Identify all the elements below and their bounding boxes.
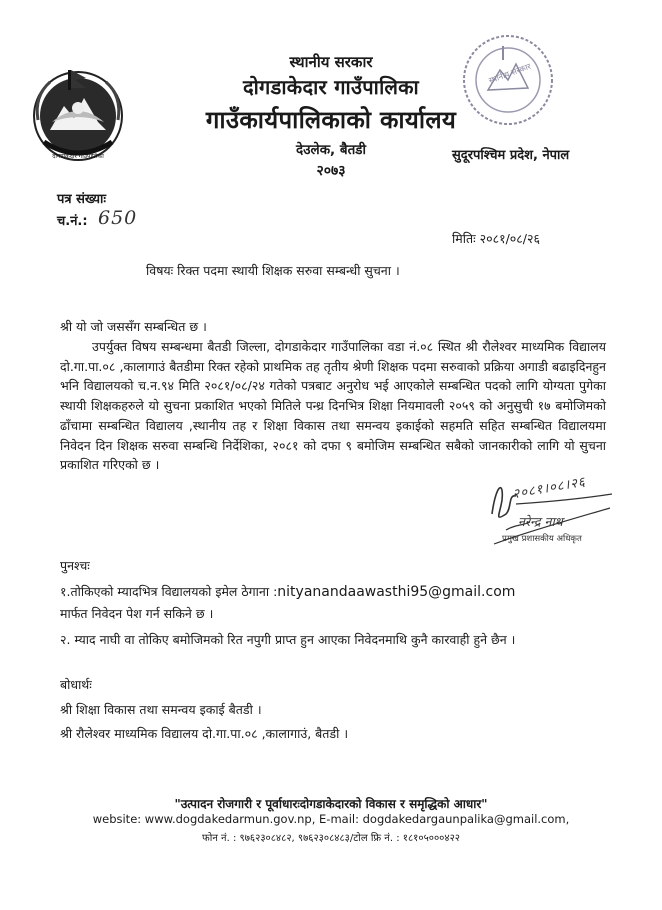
letter-body: उपर्युक्त विषय सम्बन्धमा बैतडी जिल्ला, दोगडाकेदार गाउँपालिका वडा नं.०८ स्थित श्री रौलेश्वर माध्यमिक विद्यालय दो.गा.पा.०८ ,कालागाउं बैतडीमा रिक्त रहेको प्राथमिक तह तृतीय श्रेणी शिक्षक पदमा सरुवाको प्रक्रिया अगाडी बढाइदिनहुन भनि विद्यालयको च.न.९४ मिति २०८१/०८/२४ गतेको पत्रबाट अनुरोध भई आएकोले सम्बन्धित पदको लागि योग्यता पुगेका स्थायी शिक्षकहरुले यो सुचना प्रकाशित भएको मितिले पन्ध्र दिनभित्र शिक्षा नियमावली २०५९ को अनुसुची १७ बमोजिमको ढाँचामा सम्बन्धित विद्यालय ,स्थानीय तह र शिक्षा विकास तथा समन्वय इकाईको सहमति सहित सम्बन्धित विद्यालयमा निवेदन दिन शिक्षक सरुवा सम्बन्धि निर्देशिका, २०८१ को दफा ९ बमोजिम सम्बन्धित सबैको जानकारीको लागि यो सुचना प्रकाशित गरिएको छ । (60, 339, 606, 473)
signatory-name: नरेन्द्र नाथ (518, 514, 563, 529)
signatory-title: प्रमुख प्रशासकीय अधिकृत (502, 534, 582, 544)
postscript-note-1 (60, 581, 600, 625)
letter-salutation: श्री यो जो जससँग सम्बन्धित छ । (60, 319, 207, 334)
note-1-suffix: मार्फत निवेदन पेश गर्न सकिने छ । (60, 606, 214, 621)
letter-number-label: पत्र संख्याः (57, 192, 107, 207)
cc-recipient-1: श्री शिक्षा विकास तथा समन्वय इकाई बैतडी । (60, 702, 262, 717)
header-address: देउलेक, बैतडी (295, 142, 367, 158)
cc-recipient-2: श्री रौलेश्वर माध्यमिक विद्यालय दो.गा.पा.०८ ,कालागाउं, बैतडी । (60, 726, 349, 741)
header-local-government: स्थानीय सरकार (289, 53, 373, 71)
seal-text: स्थानीय सरकार (487, 61, 533, 86)
header-established-year: २०७३ (316, 163, 346, 179)
footer-website-email: website: www.dogdakedarmun.gov.np, E-mail: dogdakedargaunpalika@gmail.com, (92, 812, 570, 826)
letter-subject: विषयः रिक्त पदमा स्थायी शिक्षक सरुवा सम्बन्धी सुचना । (146, 263, 400, 278)
cc-label: बोधार्थः (60, 677, 92, 692)
signature-date-scribble: २०८१।०८।२६ (511, 474, 587, 503)
header-province: सुदूरपश्चिम प्रदेश, नेपाल (452, 148, 570, 163)
emblem-ribbon-text: दोगडाकेदार गाउँपालिका (52, 153, 104, 160)
postscript-note-2: २. म्याद नाघी वा तोकिए बमोजिमको रित नपुगी प्राप्त हुन आएका निवेदनमाथि कुनै कारवाही हुने छैन । (60, 632, 516, 647)
school-email-address: nityanandaawasthi95@gmail.com (277, 584, 516, 600)
footer-phone: फोन नं. : ९७६२३०८४८२, ९७६२३०८४८३/टोल फ्रि नं. : १८१०५०००४२२ (202, 833, 460, 844)
dispatch-number-handwritten: 650 (98, 207, 138, 229)
header-municipality-name: दोगडाकेदार गाउँपालिका (242, 75, 420, 99)
dispatch-number-label: च.नं.: (57, 214, 88, 229)
header-office-name: गाउँकार्यपालिकाको कार्यालय (205, 106, 457, 134)
postscript-label: पुनश्चः (60, 558, 90, 573)
footer-slogan: "उत्पादन रोजगारी र पूर्वाधारःदोगडाकेदारको विकास र समृद्धिको आधार" (174, 797, 488, 811)
letter-date: मितिः २०८१/०८/२६ (452, 231, 540, 246)
note-1-prefix: १.तोकिएको म्यादभित्र विद्यालयको इमेल ठेगाना : (60, 584, 278, 599)
